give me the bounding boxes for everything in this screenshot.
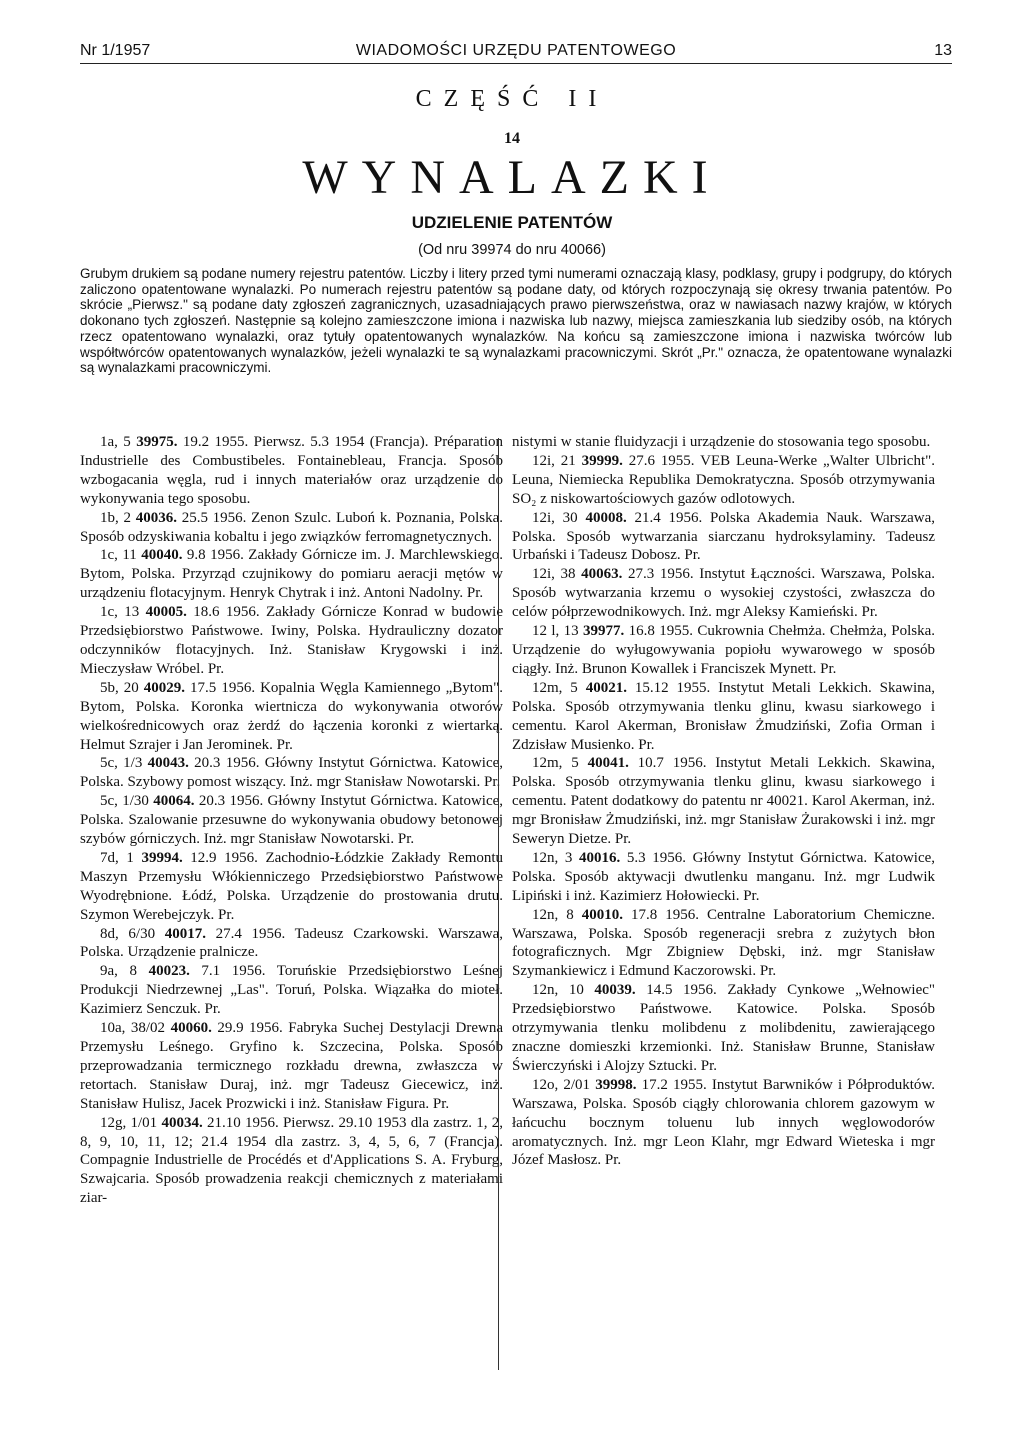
patent-number: 40039.	[594, 982, 636, 999]
patent-description: 14.5 1956. Zakłady Cynkowe „Wełnowiec" Przedsiębiorstwo Państwowe. Katowice. Polska. Sposób otrzymywania tlenku molibdenu z molibdenitu, zawierającego znaczne domieszki krzemionki. Inż. Stanisław Brunne, Stanisław Świerczyński i Alojzy Sztucki. Pr.	[512, 982, 936, 1074]
patent-entry	[512, 849, 935, 906]
patent-description: 19.2 1955. Pierwsz. 5.3 1954 (Francja). Préparation Industrielle des Combustibeles. Fontainebleau, Francja. Sposób wzbogacania węgla, rud i innych materiałów oraz urządzenie do wykonywania tego sposobu.	[80, 434, 503, 507]
patent-number: 40010.	[581, 906, 623, 923]
patent-number: 40040.	[141, 547, 183, 564]
patent-number: 40034.	[161, 1114, 203, 1131]
patent-entry	[80, 792, 503, 849]
patent-entry	[80, 1114, 503, 1209]
section-title: WYNALAZKI	[302, 151, 722, 204]
patent-number: 39999.	[581, 452, 623, 469]
right-column	[512, 433, 935, 1170]
patent-number: 40060.	[170, 1020, 212, 1037]
patent-description: 18.6 1956. Zakłady Górnicze Konrad w budowie Przedsiębiorstwo Państwowe. Iwiny, Polska. Hydrauliczny dozator odczynników flotacyjnych. Inż. Stanisław Krygowski i inż. Mieczysław Wróbel. Pr.	[80, 604, 503, 677]
patent-class: 1c, 11	[100, 547, 137, 564]
number-range: (Od nru 39974 do nru 40066)	[418, 242, 606, 258]
header-rule	[80, 63, 952, 64]
patent-class: 12i, 21	[532, 452, 576, 469]
patent-entry	[80, 509, 503, 547]
patent-number: 39994.	[141, 849, 183, 866]
patent-entry	[80, 433, 503, 509]
patent-class: 12 l, 13	[532, 623, 579, 640]
journal-title: WIADOMOŚCI URZĘDU PATENTOWEGO	[355, 42, 677, 59]
patent-description: 25.5 1956. Zenon Szulc. Luboń k. Poznania, Polska. Sposób odzyskiwania kobaltu i jego związków ferromagnetycznych.	[80, 509, 504, 545]
patent-class: 1b, 2	[100, 509, 131, 526]
patent-class: 8d, 6/30	[100, 925, 156, 942]
patent-class: 12n, 3	[532, 849, 573, 866]
patent-description: 17.8 1956. Centralne Laboratorium Chemiczne. Warszawa, Polska. Sposób regeneracji srebra z zużytych błon fotograficznych. Mgr Zbigniew Dębski, inż. mgr Stanisław Szymankiewicz i Edmund Kaczorowski. Pr.	[512, 906, 935, 980]
intro-paragraph: Grubym drukiem są podane numery rejestru patentów. Liczby i litery przed tymi numerami oznaczają klasy, podklasy, grupy i podgrupy, do których zaliczono opatentowane wynalazki. Po numerach rejestru patentów są podane daty, od których rozpoczynają się okresy trwania patentów. Po skrócie „Pierwsz." są podane daty zgłoszeń zagranicznych, uzasadniających prawo pierwszeństwa, oraz w nawiasach nazwy krajów, w których dokonano tych zgłoszeń. Następnie są kolejno zamieszczone imiona i nazwiska lub nazwy, miejsca zamieszkania lub siedziby osób, na których rzecz opatentowano wynalazki, oraz tytuły opatentowanych wynalazków. Na końcu są zamieszczone imiona i nazwiska twórców lub współtwórców opatentowanych wynalazków, jeżeli wynalazki te są wynalazkami pracowniczymi. Skrót „Pr." oznacza, że opatentowane wynalazki są wynalazkami pracowniczymi.	[80, 266, 952, 376]
patent-number: 40064.	[153, 793, 195, 810]
patent-class: 12n, 8	[532, 906, 574, 923]
patent-description: 27.4 1956. Tadeusz Czarkowski. Warszawa, Polska. Urządzenie pralnicze.	[80, 925, 504, 961]
patent-number: 40017.	[164, 925, 206, 942]
patent-class: 12g, 1/01	[100, 1114, 158, 1131]
patent-entry	[512, 565, 935, 622]
patent-entry	[512, 622, 935, 679]
patent-class: 12i, 30	[532, 509, 578, 526]
patent-number: 40043.	[147, 755, 189, 772]
patent-description: 29.9 1956. Fabryka Suchej Destylacji Drewna Przemysłu Leśnego. Gryfino k. Szczecina, Polska. Sposób przeprowadzania termicznego rozkładu drewna, zwłaszcza w retortach. Stanisław Duraj, inż. mgr Tadeusz Giecewicz, inż. Stanisław Hulisz, Jacek Prozwicki i inż. Stanisław Figura. Pr.	[80, 1020, 504, 1112]
patent-description: 17.5 1956. Kopalnia Węgla Kamiennego „Bytom". Bytom, Polska. Koronka wiertnicza do wykonywania otworów wielkośrednicowych oraz żerdź do łączenia koronki z wiertarką. Helmut Szrajer i Jan Jerominek. Pr.	[80, 679, 503, 753]
patent-entry	[80, 679, 503, 755]
patent-class: 12m, 5	[532, 679, 578, 696]
left-column	[80, 433, 503, 1208]
patent-number: 40016.	[579, 849, 621, 866]
patent-class: 5b, 20	[100, 679, 139, 696]
patent-class: 12o, 2/01	[532, 1076, 591, 1093]
patent-class: 1c, 13	[100, 604, 140, 621]
issue-number: Nr 1/1957	[80, 42, 151, 59]
patent-class: 7d, 1	[100, 849, 134, 866]
patent-description: 27.6 1955. VEB Leuna-Werke „Walter Ulbricht". Leuna, Niemiecka Republika Demokratyczna. Sposób otrzymywania SO₂ z niskowartościowych gazów odlotowych.	[512, 452, 936, 507]
patent-number: 39975.	[136, 434, 178, 450]
patent-description: 9.8 1956. Zakłady Górnicze im. J. Marchlewskiego. Bytom, Polska. Przyrząd czujnikowy do pomiaru aeracji mętów w urządzeniu flotacyjnym. Henryk Chytrak i inż. Antoni Nadolny. Pr.	[80, 547, 504, 602]
subtitle: UDZIELENIE PATENTÓW	[411, 213, 613, 232]
patent-entry	[80, 546, 503, 603]
patent-number: 39998.	[595, 1076, 637, 1093]
patent-class: 12m, 5	[532, 755, 579, 772]
patent-number: 40041.	[587, 755, 629, 772]
patent-description: 21.4 1956. Polska Akademia Nauk. Warszawa, Polska. Sposób wytwarzania siarczanu hydroksylaminy. Tadeusz Urbański i Tadeusz Dobosz. Pr.	[512, 509, 936, 564]
patent-entry	[512, 906, 935, 982]
patent-description: 17.2 1955. Instytut Barwników i Półproduktów. Warszawa, Polska. Sposób ciągły chlorowania chlorem gazowym w łańcuchu bocznym toluenu lub innych węglowodorów aromatycznych. Inż. mgr Leon Klahr, mgr Edward Wieteska i mgr Józef Masłosz. Pr.	[512, 1076, 936, 1169]
patent-number: 40063.	[581, 566, 623, 583]
patent-entry	[80, 1019, 503, 1114]
patent-entry	[80, 849, 503, 925]
patent-description: 20.3 1956. Główny Instytut Górnictwa. Katowice, Polska. Szybowy pomost wiszący. Inż. mgr Stanisław Nowotarski. Pr.	[80, 755, 504, 791]
patent-description: 5.3 1956. Główny Instytut Górnictwa. Katowice, Polska. Sposób aktywacji dwutlenku manganu. Inż. mgr Ludwik Lipiński i inż. Kazimierz Hołowiecki. Pr.	[512, 849, 936, 904]
patent-entry	[512, 1076, 935, 1171]
section-number: 14	[504, 130, 520, 147]
patent-entry	[80, 925, 503, 963]
patent-entry	[512, 509, 935, 566]
patent-entry	[80, 754, 503, 792]
patent-number: 39977.	[583, 623, 625, 640]
patent-entry	[80, 603, 503, 679]
patent-entry	[512, 679, 935, 755]
patent-description: 15.12 1955. Instytut Metali Lekkich. Skawina, Polska. Sposób otrzymywania tlenku glinu, kwasu siarkowego i cementu. Karol Akerman, Bronisław Żmudziński, Zofia Orman i Zdzisław Musienko. Pr.	[512, 679, 936, 753]
patent-entry	[512, 754, 935, 849]
patent-class: 12i, 38	[532, 566, 576, 583]
patent-number: 40023.	[148, 963, 190, 980]
patent-class: 5c, 1/30	[100, 793, 149, 810]
patent-number: 40029.	[143, 679, 186, 696]
patent-class: 10a, 38/02	[100, 1020, 166, 1037]
patent-class: 1a, 5	[100, 434, 131, 450]
patent-class: 5c, 1/3	[100, 755, 143, 772]
page-number: 13	[934, 42, 952, 59]
column-divider	[498, 438, 499, 1370]
part-heading: CZĘŚĆ II	[415, 86, 609, 112]
patent-description: 12.9 1956. Zachodnio-Łódzkie Zakłady Remontu Maszyn Przemysłu Włókienniczego Przedsiębiorstwo Państwowe Wyodrębnione. Łódź, Polska. Urządzenie do prostowania drutu. Szymon Werebejczyk. Pr.	[80, 849, 504, 923]
patent-entry	[512, 981, 935, 1076]
patent-number: 40036.	[135, 509, 177, 526]
patent-description: 20.3 1956. Główny Instytut Górnictwa. Katowice, Polska. Szalowanie przesuwne do wykonywania obudowy betonowej szybów górniczych. Inż. mgr Stanisław Nowotarski. Pr.	[80, 793, 504, 848]
patent-description: 10.7 1956. Instytut Metali Lekkich. Skawina, Polska. Sposób otrzymywania tlenku glinu, kwasu siarkowego i cementu. Patent dodatkowy do patentu nr 40021. Karol Akerman, inż. mgr Bronisław Żmudziński, inż. mgr Stanisław Żurakowski i inż. mgr Seweryn Dietze. Pr.	[512, 755, 936, 848]
patent-number: 40005.	[145, 604, 187, 621]
patent-number: 40008.	[585, 509, 627, 526]
running-header	[80, 36, 952, 64]
patent-class: 12n, 10	[532, 982, 584, 999]
patent-description: 7.1 1956. Toruńskie Przedsiębiorstwo Leśnej Produkcji Niedrzewnej „Las". Toruń, Polska. Wiązałka do mioteł. Kazimierz Senczuk. Pr.	[80, 963, 503, 1018]
patent-entry	[80, 962, 503, 1019]
continuation-text: nistymi w stanie fluidyzacji i urządzenie do stosowania tego sposobu.	[512, 434, 931, 450]
patent-description: 27.3 1956. Instytut Łączności. Warszawa, Polska. Sposób wytwarzania krzemu o wysokiej czystości, zwłaszcza do celów półprzewodnikowych. Inż. mgr Aleksy Kamieński. Pr.	[512, 566, 936, 621]
patent-description: 16.8 1955. Cukrownia Chełmża. Chełmża, Polska. Urządzenie do wyługowywania popiołu wywarowego w sposób ciągły. Inż. Brunon Kowallek i Franciszek Mynett. Pr.	[512, 623, 936, 677]
patent-class: 9a, 8	[100, 963, 137, 980]
patent-description: 21.10 1956. Pierwsz. 29.10 1953 dla zastrz. 1, 2, 8, 9, 10, 11, 12; 21.4 1954 dla zastrz. 3, 4, 5, 6, 7 (Francja). Compagnie Industrielle de Procédés et d'Applications S. A. Fryburg, Szwajcaria. Sposób prowadzenia reakcji chemicznych z materiałami ziar-	[80, 1114, 504, 1207]
patent-entry	[512, 452, 935, 509]
patent-number: 40021.	[585, 679, 627, 696]
